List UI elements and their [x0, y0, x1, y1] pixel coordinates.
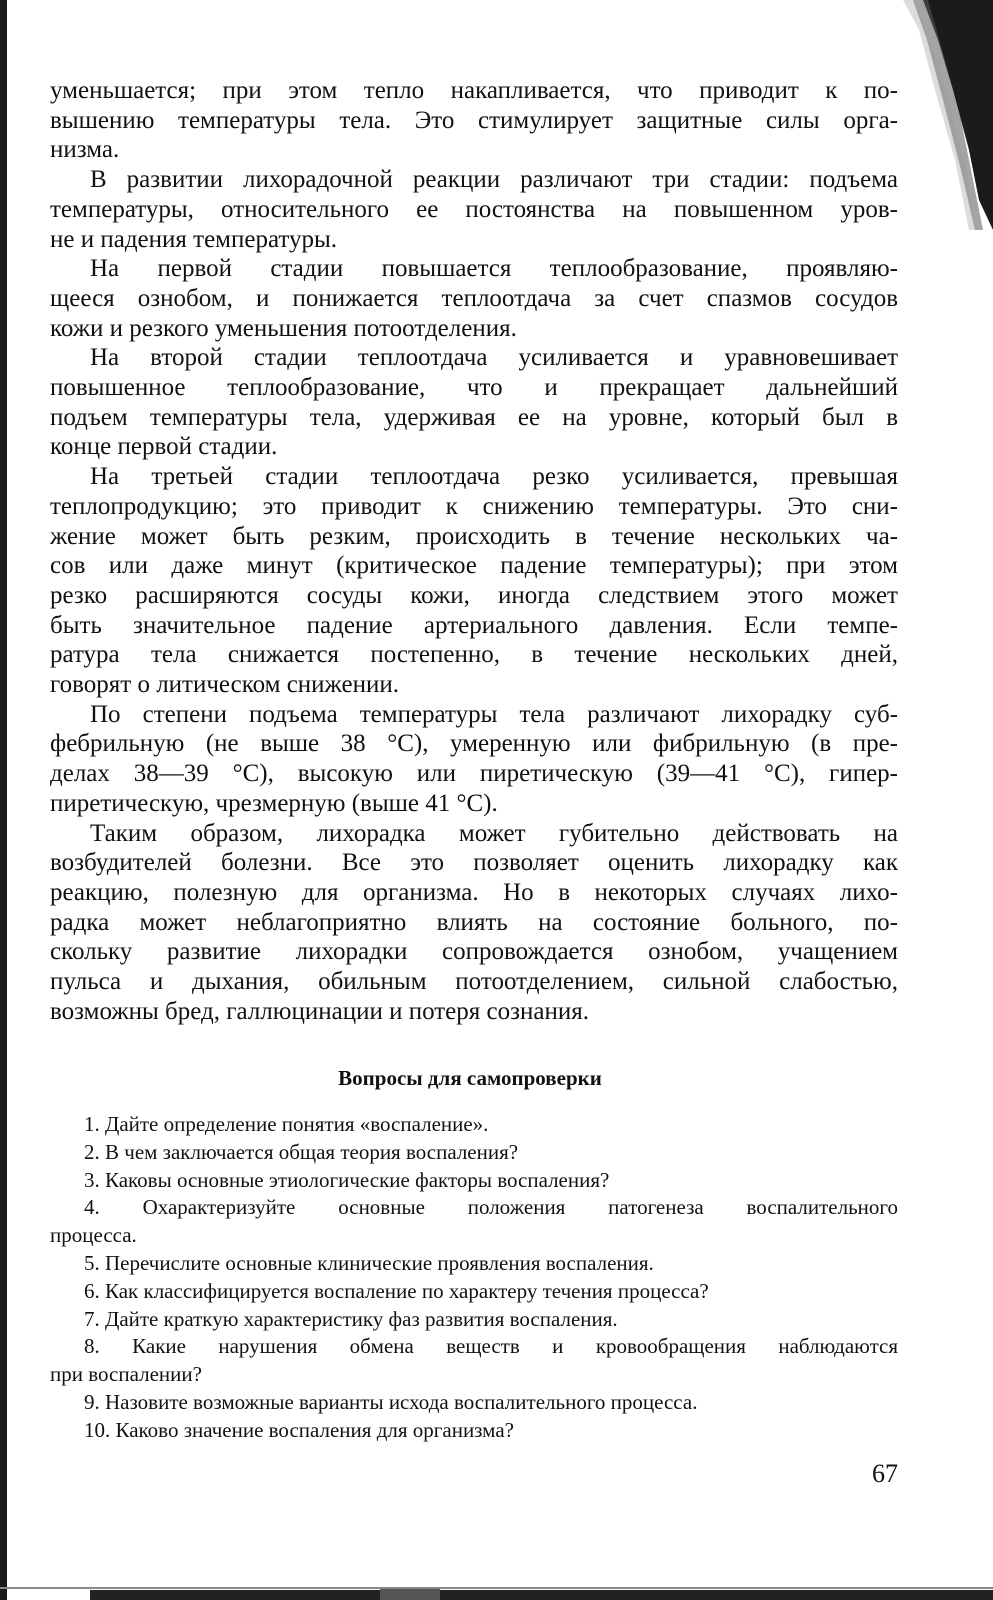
questions-heading: Вопросы для самопроверки — [338, 1066, 602, 1090]
paragraph — [50, 819, 898, 1027]
question-line: 7. Дайте краткую характеристику фаз развития воспаления. — [84, 1306, 618, 1331]
text-line: возбудителей болезни. Все это позволяет оценить лихорадку как — [50, 849, 898, 877]
text-line: подъем температуры тела, удерживая ее на уровне, который был в — [50, 403, 898, 431]
text-line: конце первой стадии. — [50, 433, 278, 461]
text-line: температуры, относительного ее постоянства на повышенном уров- — [50, 195, 898, 223]
text-line: жение может быть резким, происходить в течение нескольких ча- — [50, 522, 898, 550]
text-line: сов или даже минут (критическое падение температуры); при этом — [50, 552, 898, 580]
text-line: возможны бред, галлюцинации и потеря сознания. — [50, 997, 589, 1025]
text-line: низма. — [50, 136, 120, 164]
text-line: говорят о литическом снижении. — [50, 671, 399, 699]
question-line: 3. Каковы основные этиологические факторы воспаления? — [84, 1167, 610, 1192]
question-line: 4. Охарактеризуйте основные положения патогенеза воспалительного — [84, 1195, 898, 1220]
question-item — [50, 1417, 898, 1445]
paragraph — [50, 254, 898, 343]
question-item — [50, 1389, 898, 1417]
question-item — [50, 1278, 898, 1306]
text-line: пиретическую, чрезмерную (выше 41 °С). — [50, 789, 498, 817]
paragraph — [50, 462, 898, 700]
question-line: 1. Дайте определение понятия «воспаление». — [84, 1112, 489, 1136]
page-number: 67 — [872, 1459, 898, 1488]
question-item — [50, 1111, 898, 1139]
text-line: вышению температуры тела. Это стимулирует защитные силы орга- — [50, 106, 898, 134]
question-line: 2. В чем заключается общая теория воспаления? — [84, 1139, 519, 1164]
paragraph — [50, 76, 898, 165]
text-line: теплопродукцию; это приводит к снижению температуры. Это сни- — [50, 492, 898, 520]
scan-bottom-edge — [0, 1578, 993, 1600]
paragraph — [50, 700, 898, 819]
question-item — [50, 1250, 898, 1278]
paragraph — [50, 165, 898, 254]
text-line: повышенное теплообразование, что и прекращает дальнейший — [50, 374, 898, 402]
paragraph — [50, 343, 898, 462]
question-line: процесса. — [50, 1223, 137, 1248]
question-item — [50, 1306, 898, 1334]
text-line: быть значительное падение артериального давления. Если темпе- — [50, 611, 898, 639]
question-line: при воспалении? — [50, 1362, 202, 1387]
text-line: скольку развитие лихорадки сопровождается ознобом, учащением — [50, 938, 898, 966]
text-line: На первой стадии повышается теплообразование, проявляю- — [90, 255, 898, 283]
question-item — [50, 1194, 898, 1250]
scan-edge-shadow — [0, 0, 7, 1600]
text-line: Таким образом, лихорадка может губительно действовать на — [90, 819, 898, 847]
text-line: кожи и резкого уменьшения потоотделения. — [50, 314, 517, 342]
text-line: реакцию, полезную для организма. Но в некоторых случаях лихо- — [50, 878, 898, 906]
text-line: фебрильную (не выше 38 °С), умеренную или фибрильную (в пре- — [50, 730, 898, 758]
text-line: резко расширяются сосуды кожи, иногда следствием этого может — [50, 581, 898, 609]
text-line: На третьей стадии теплоотдача резко усиливается, превышая — [90, 463, 898, 491]
question-item — [50, 1167, 898, 1195]
question-line: 6. Как классифицируется воспаление по характеру течения процесса? — [84, 1278, 709, 1303]
text-line: делах 38—39 °С), высокую или пиретическую (39—41 °С), гипер- — [50, 760, 898, 788]
text-line: радка может неблагоприятно влиять на состояние больного, по- — [50, 908, 898, 936]
question-line: 10. Каково значение воспаления для организма? — [84, 1417, 514, 1442]
text-line: не и падения температуры. — [50, 225, 338, 253]
text-line: На второй стадии теплоотдача усиливается и уравновешивает — [90, 344, 898, 372]
text-line: ратура тела снижается постепенно, в течение нескольких дней, — [50, 641, 898, 669]
question-line: 9. Назовите возможные варианты исхода воспалительного процесса. — [84, 1389, 698, 1414]
question-item — [50, 1333, 898, 1389]
body-text — [50, 76, 898, 1027]
text-line: уменьшается; при этом тепло накапливается, что приводит к по- — [50, 77, 898, 104]
text-line: щееся ознобом, и понижается теплоотдача за счет спазмов сосудов — [50, 284, 898, 312]
question-line: 5. Перечислите основные клинические проявления воспаления. — [84, 1250, 654, 1275]
text-line: пульса и дыхания, обильным потоотделением, сильной слабостью, — [50, 968, 898, 996]
text-line: В развитии лихорадочной реакции различают три стадии: подъема — [90, 166, 898, 194]
scan-corner-shadow — [883, 0, 993, 230]
question-line: 8. Какие нарушения обмена веществ и кровообращения наблюдаются — [84, 1334, 898, 1359]
questions-list — [50, 1111, 898, 1445]
text-line: По степени подъема температуры тела различают лихорадку суб- — [90, 700, 898, 728]
question-item — [50, 1139, 898, 1167]
